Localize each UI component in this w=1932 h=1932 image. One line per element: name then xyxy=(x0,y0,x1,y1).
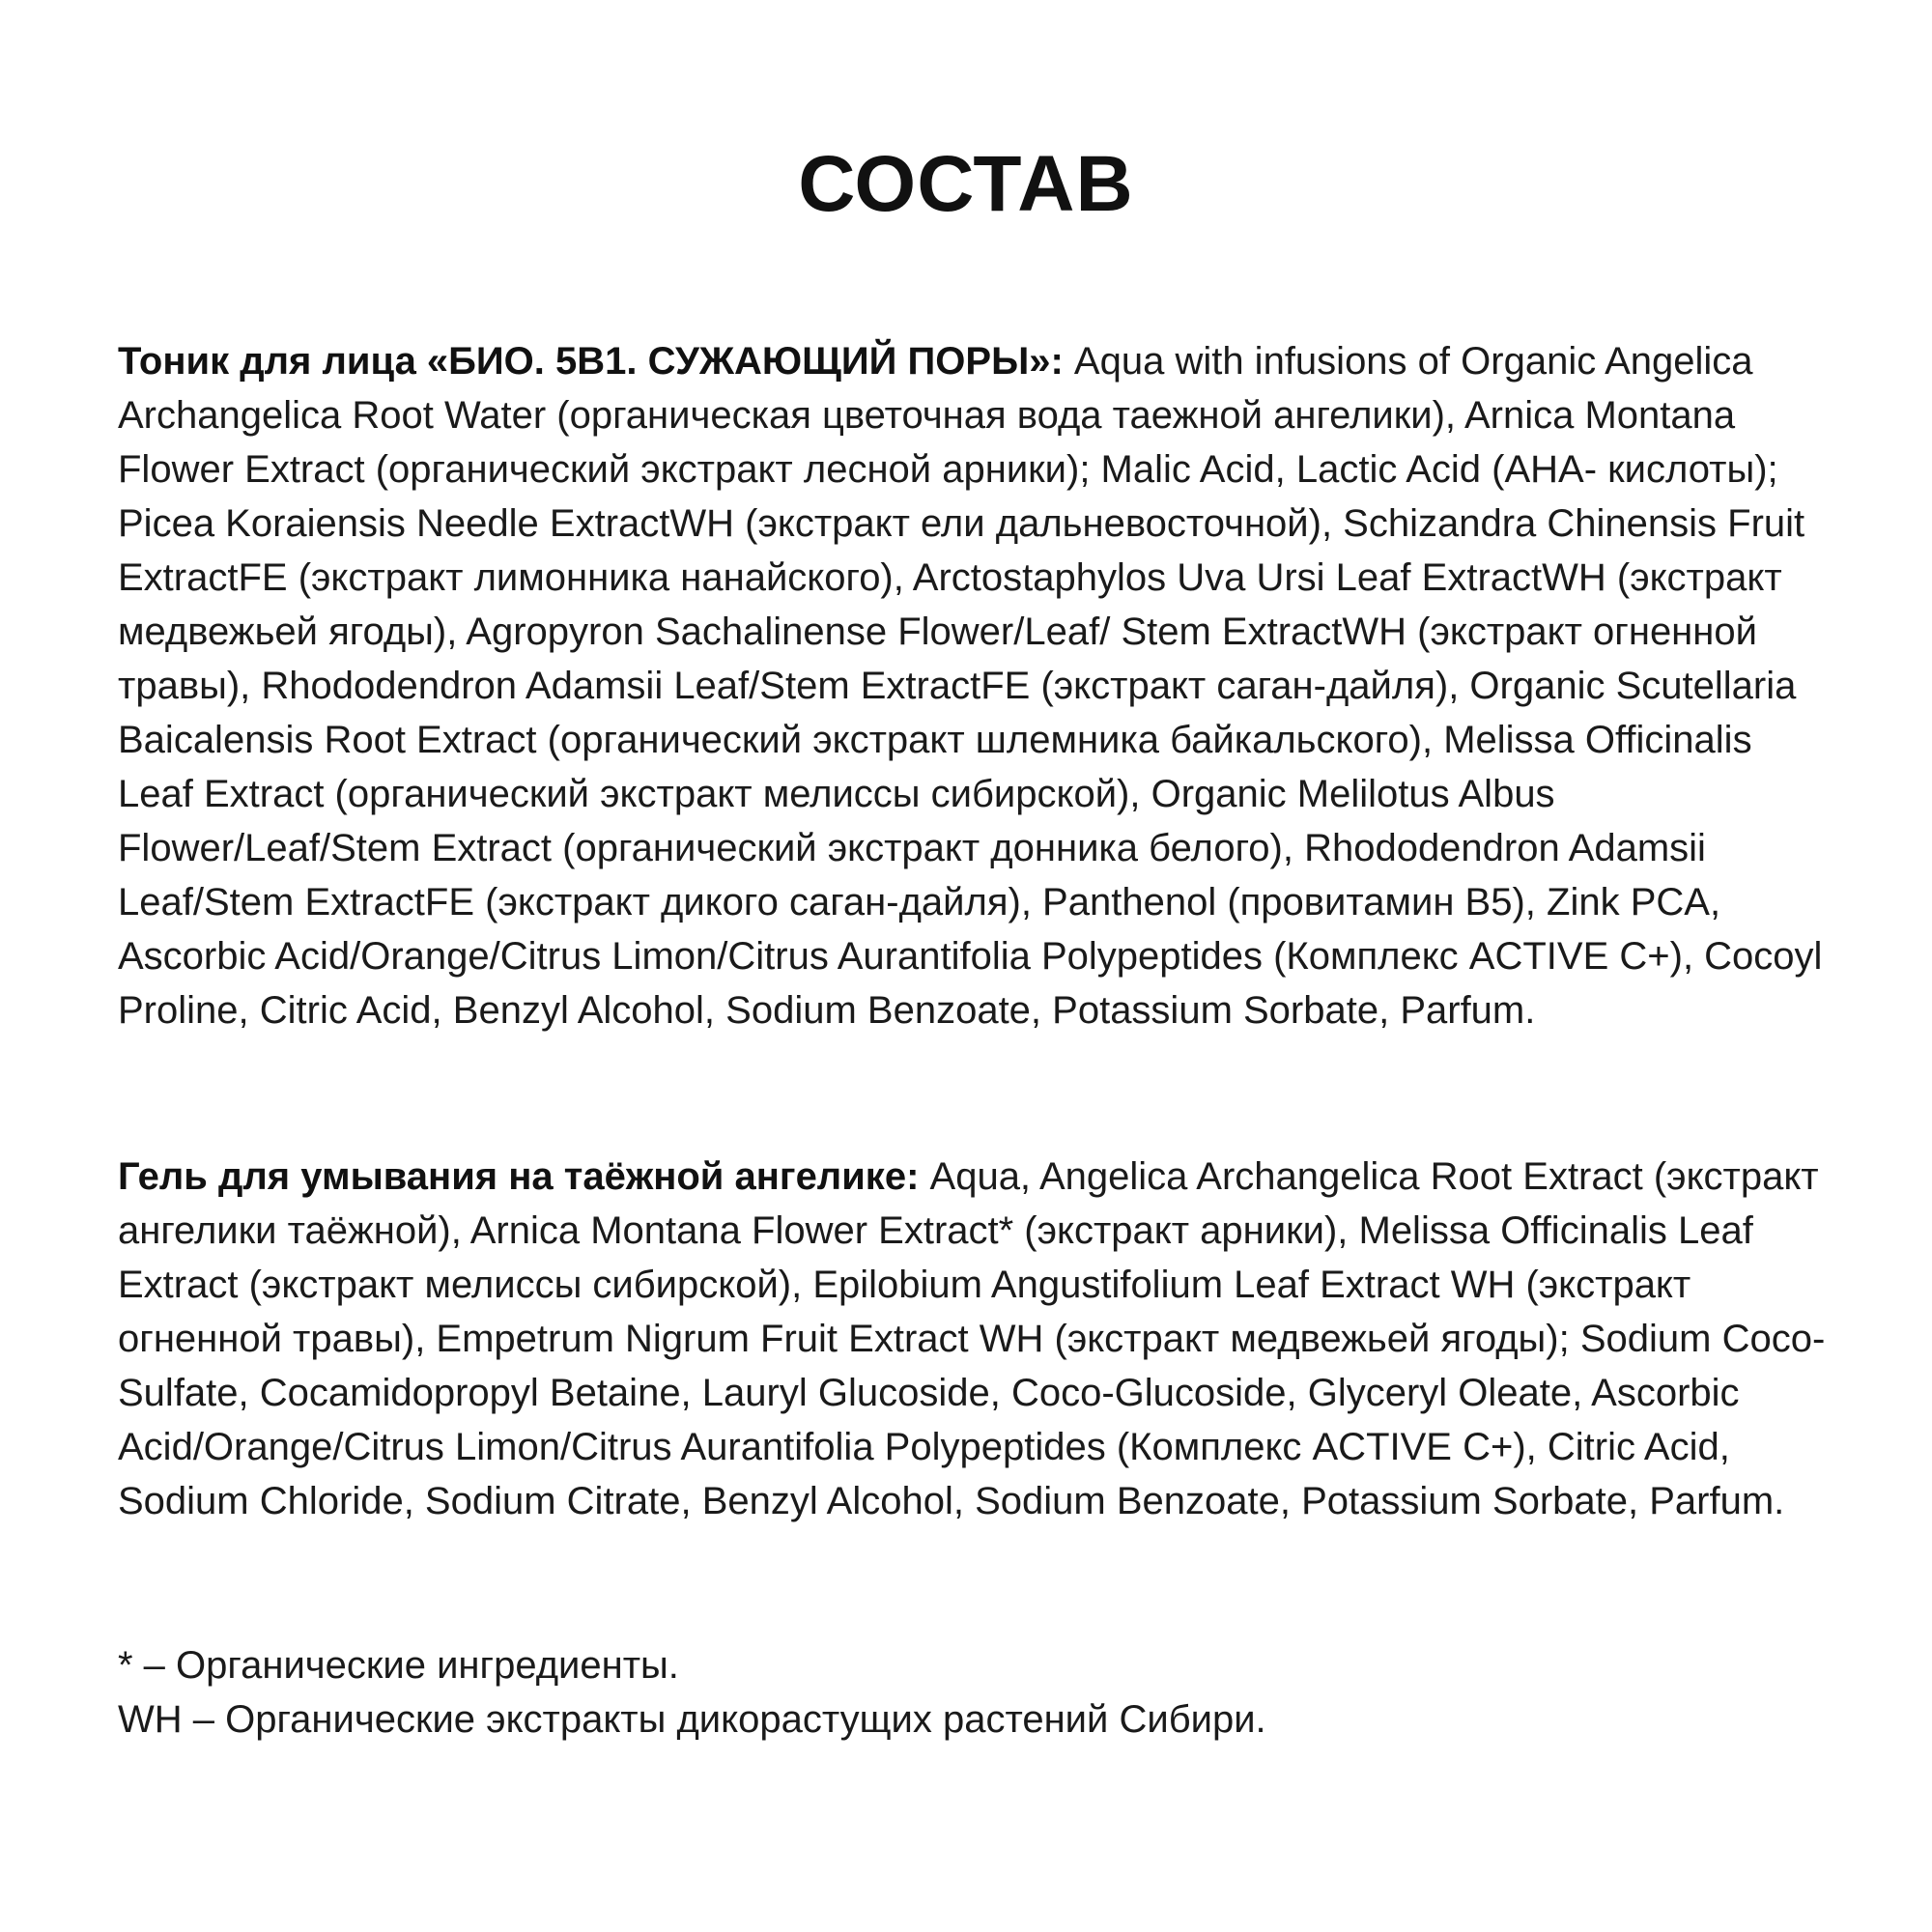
footnote-wild-harvest: WH – Органические экстракты дикорастущих растений Сибири. xyxy=(118,1698,1266,1741)
section-label: Тоник для лица «БИО. 5В1. СУЖАЮЩИЙ ПОРЫ»: xyxy=(118,340,1074,383)
ingredients-section-toner xyxy=(118,334,1837,1037)
footnotes xyxy=(118,1638,1837,1747)
footnote-organic: * – Органические ингредиенты. xyxy=(118,1644,679,1687)
section-text: Aqua with infusions of Organic Angelica Archangelica Root Water (органическая цветочная вода таежной ангелики), Arnica Montana Flower Extract (органический экстракт лесной арники); Malic Acid, Lactic Acid (AHA- кислоты); Picea Koraiensis Needle ExtractWH (экстракт ели дальневосточной), Schizandra Chinensis Fruit ExtractFE (экстракт лимонника нанайского), Arctostaphylos Uva Ursi Leaf ExtractWH (экстракт медвежьей ягоды), Agropyron Sachalinense Flower/Leaf/ Stem ExtractWH (экстракт огненной травы), Rhododendron Adamsii Leaf/Stem ExtractFE (экстракт саган-дайля), Organic Scutellaria Baicalensis Root Extract (органический экстракт шлемника байкальского), Melissa Officinalis Leaf Extract (органический экстракт мелиссы сибирской), Organic Melilotus Albus Flower/Leaf/Stem Extract (органический экстракт донника белого), Rhododendron Adamsii Leaf/Stem ExtractFE (экстракт дикого саган-дайля), Panthenol (провитамин B5), Zink PCA, Ascorbic Acid/Orange/Citrus Limon/Citrus Aurantifolia Polypeptides (Комплекс ACTIVE C+), Cocoyl Proline, Citric Acid, Benzyl Alcohol, Sodium Benzoate, Potassium Sorbate, Parfum. xyxy=(118,340,1823,1032)
section-label: Гель для умывания на таёжной ангелике: xyxy=(118,1155,930,1198)
section-text: Aqua, Angelica Archangelica Root Extract (экстракт ангелики таёжной), Arnica Montana Flower Extract* (экстракт арники), Melissa Officinalis Leaf Extract (экстракт мелиссы сибирской), Epilobium Angustifolium Leaf Extract WH (экстракт огненной травы), Empetrum Nigrum Fruit Extract WH (экстракт медвежьей ягоды); Sodium Coco-Sulfate, Cocamidopropyl Betaine, Lauryl Glucoside, Coco-Glucoside, Glyceryl Oleate, Ascorbic Acid/Orange/Citrus Limon/Citrus Aurantifolia Polypeptides (Комплекс ACTIVE C+), Citric Acid, Sodium Chloride, Sodium Citrate, Benzyl Alcohol, Sodium Benzoate, Potassium Sorbate, Parfum. xyxy=(118,1155,1826,1522)
ingredients-section-gel xyxy=(118,1150,1837,1528)
page-title: СОСТАВ xyxy=(798,140,1134,228)
